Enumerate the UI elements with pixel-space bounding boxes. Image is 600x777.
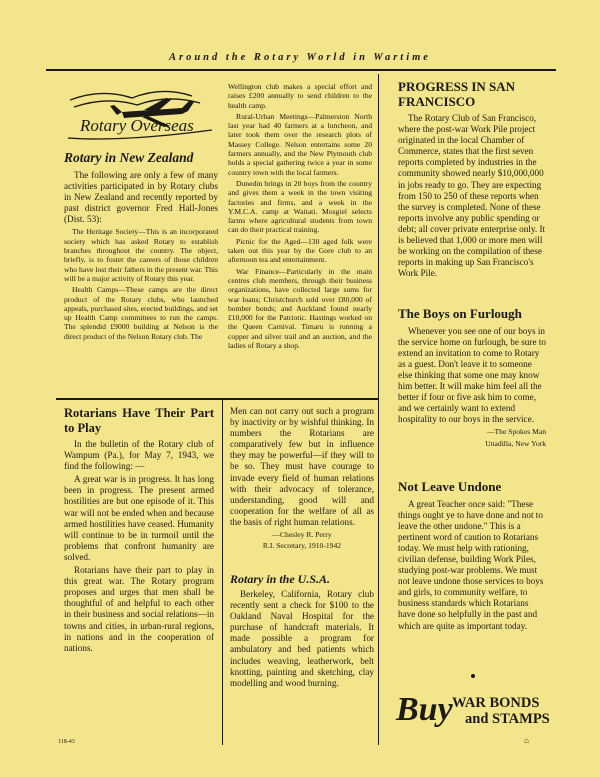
part-title: Rotarians Have Their Part to Play — [64, 406, 214, 435]
ad-dot — [471, 674, 475, 678]
nz-title: Rotary in New Zealand — [64, 150, 194, 165]
airplane-icon — [62, 80, 222, 146]
union-mark-icon: ⌂ — [524, 736, 529, 745]
part-men: Men can not carry out such a program by inactivity or by wishful thinking. In numbers the Rotarians are comparatively few but in influence they may be powerful—if they will to be so. They must have courage to invade every field of human relations with their advocacy of tolerance, understanding, good will and cooperation for the welfare of all as the basis of right human relations. — [230, 406, 374, 527]
sf-body: The Rotary Club of San Francisco, where the post-war Work Pile project originated in the local Chamber of Commerce, states that the first seven reports completed by industries in the community showed nearly $10,000,000 in jobs ready to go. They are expecting from 150 to 250 of these reports when the survey is completed. None of these reports involve any public spending or debt; all cover private enterprise only. It is believed that 1,000 or more men will be working on the compilation of these reports in making up San Francisco's Work Pile. — [398, 113, 546, 279]
ad-war-bonds: WAR BONDS — [452, 695, 540, 711]
nz-finance: War Finance—Particularly in the main centres club members, through their business organizations, have collected large sums for war loans; Christchurch sold over £80,000 of bomber bonds; and Auckland found nearly £10,000 for the Patriotic. Hastings worked on the Queen Carnival. Timaru is running a copper and silver trail and an auction, and the ladies of Rotary a shop. — [228, 266, 372, 351]
undone-article — [398, 480, 546, 634]
nz-wellington: Wellington club makes a special effort and raises £200 annually to send children to the health camp. — [228, 82, 372, 110]
page-header: Around the Rotary World in Wartime — [169, 52, 431, 63]
furlough-title: The Boys on Furlough — [398, 306, 522, 321]
nz-picnic: Picnic for the Aged—130 aged folk were taken out this year by the Gore club to an afternoon tea and entertainment. — [228, 236, 372, 265]
part-article-col2 — [230, 406, 374, 553]
nz-heritage: The Heritage Society—This is an incorporated society which has asked Rotary to establish branches throughout the country. The object, briefly, is to foster the careers of those children who have lost their fathers in the present war. This will be a major activity of Rotary this year. — [64, 227, 218, 283]
header-rule — [46, 69, 556, 71]
nz-intro: The following are only a few of many activities participated in by Rotary clubs in New Zealand and recently reported by past district governor Fred Hall-Jones (Dist. 53): — [64, 170, 218, 225]
ad-buy: Buy — [396, 691, 453, 728]
column-divider-left — [222, 400, 223, 745]
nz-health: Health Camps—These camps are the direct product of the Rotary clubs, who launched appeals, purchased sites, erected buildings, and set up Health Camp committees to run the camps. The splendid £9000 building at Nelson is the direct product of the Nelson Rotary club. The — [64, 285, 218, 341]
furlough-article — [398, 307, 546, 450]
part-article-col1 — [64, 406, 214, 656]
column-divider-right — [378, 74, 379, 745]
section-rule — [56, 398, 378, 400]
part-war: A great war is in progress. It has long been in progress. The present armed hostilities are but one episode of it. This war will not be ended when and because armed hostilities have ceased. Humanity will continue to be in turmoil until the problems that confront humanity are solved. — [64, 474, 214, 562]
furlough-location: Unadilla, New York — [485, 438, 546, 448]
nz-article-col2 — [228, 82, 372, 352]
undone-title: Not Leave Undone — [398, 479, 502, 494]
nz-rural: Rural-Urban Meetings—Palmerston North last year had 40 farmers at a luncheon, and later took them over the research plots of Massey College. Nelson entertains some 20 farmers annually, and the New Plymouth club holds a special gathering twice a year in some country town with the local farmers. — [228, 111, 372, 177]
part-rotarians: Rotarians have their part to play in this great war. The Rotary program proposes and urges that men shall be thoughtful of and helpful to each other in their business and social relations—in towns and cities, in urban-rural regions, in nations and in the cooperation of nations. — [64, 565, 214, 653]
logo-text: Rotary Overseas — [80, 116, 194, 135]
footer-code: 118-43 — [58, 739, 75, 745]
sf-title: PROGRESS IN SAN FRANCISCO — [398, 79, 516, 109]
part-intro: In the bulletin of the Rotary club of Wampum (Pa.), for May 7, 1943, we find the following: — — [64, 439, 214, 472]
undone-body: A great Teacher once said: "These things ought ye to have done and not to leave the other undone." This is a pertinent word of caution to Rotarians today. We must help with rationing, civilian defense, building Work Piles, studying post-war problems. We must not leave undone those services to boys and girls, to community welfare, to business standards which Rotarians have done so helpfully in the past and which are quite as important today. — [398, 498, 544, 631]
furlough-body: Whenever you see one of our boys in the service home on furlough, be sure to extend an invitation to come to Rotary as a guest. Don't leave it to someone else thinking that some one may know him better. It will make him feel all the better if four or five ask him to come, and we certainly want to extend hospitality to our boys in the service. — [398, 325, 546, 425]
nz-dunedin: Dunedin brings in 20 boys from the country and gives them a week in the town visiting factories and firms, and a week in the Y.M.C.A. camp at Waitati. Mosgiel selects farms where agricultural students from town can do their practical training. — [228, 178, 372, 235]
usa-body: Berkeley, California, Rotary club recently sent a check for $100 to the Oakland Naval Hospital for the purchase of handcraft materials. It made possible a program for ambulatory and bed patients which includes weaving, leatherwork, belt knotting, painting and sketching, clay modelling and wood burning. — [230, 589, 374, 688]
rotary-overseas-logo — [62, 80, 222, 146]
ad-stamps: and STAMPS — [465, 711, 550, 727]
part-signature: —Chesley R. Perry — [272, 530, 332, 540]
war-bonds-ad — [386, 688, 556, 732]
part-title-line: R.I. Secretary, 1910-1942 — [262, 541, 342, 551]
nz-article-col1 — [64, 150, 218, 343]
furlough-signature: —The Spokes Man — [486, 427, 546, 437]
usa-title: Rotary in the U.S.A. — [230, 572, 331, 586]
sf-article — [398, 80, 546, 281]
usa-article — [230, 572, 374, 691]
